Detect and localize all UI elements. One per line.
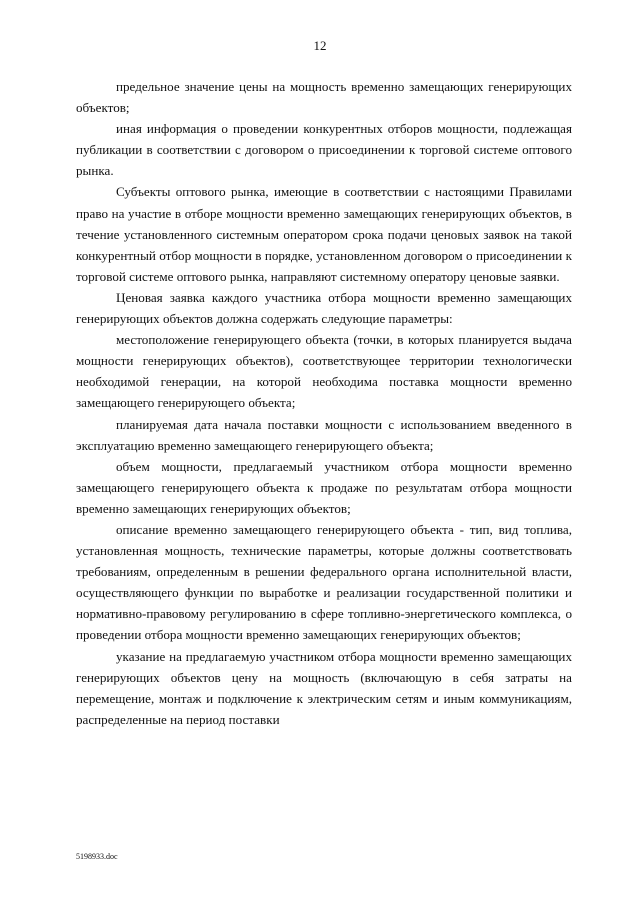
page-number: 12 (313, 38, 327, 53)
paragraph-bid-contents: Ценовая заявка каждого участника отбора мощности временно замещающих генерирующих объектов должна содержать следующие параметры: (76, 289, 572, 327)
document-body (76, 76, 572, 730)
paragraph-price-limit: предельное значение цены на мощность временно замещающих генерирующих объектов; (76, 79, 572, 116)
footer-filename: 5198933.doc (76, 852, 118, 861)
paragraph-subjects: Субъекты оптового рынка, имеющие в соответствии с настоящими Правилами право на участие в отборе мощности временно замещающих генерирующих объектов, в течение установленного системным оператором срока подачи ценовых заявок на такой конкурентный отбор мощности в порядке, установленном договором о присоединении к торговой системе оптового рынка, направляют системному оператору ценовые заявки. (76, 184, 572, 284)
paragraph-other-info: иная информация о проведении конкурентных отборов мощности, подлежащая публикации в соответствии с договором о присоединении к торговой системе оптового рынка. (76, 121, 572, 179)
paragraph-location: местоположение генерирующего объекта (точки, в которых планируется выдача мощности генерирующих объектов), соответствующее территории технологически необходимой генерации, на которой необходима поставка мощности временно замещающего генерирующего объекта; (76, 332, 572, 411)
paragraph-start-date: планируемая дата начала поставки мощности с использованием введенного в эксплуатацию временно замещающего генерирующего объекта; (76, 416, 572, 453)
paragraph-price-indication: указание на предлагаемую участником отбора мощности временно замещающих генерирующих объектов цену на мощность (включающую в себя затраты на перемещение, монтаж и подключение к электрическим сетям и иным коммуникациям, распределенные на период поставки (76, 648, 572, 727)
paragraph-capacity-volume: объем мощности, предлагаемый участником отбора мощности временно замещающего генерирующего объекта к продаже по результатам отбора мощности временно замещающих генерирующих объектов; (76, 458, 572, 516)
paragraph-object-description: описание временно замещающего генерирующего объекта - тип, вид топлива, установленная мощность, технические параметры, которые должны соответствовать требованиям, определенным в решении федерального органа исполнительной власти, осуществляющего функции по выработке и реализации государственной политики и нормативно-правовому регулированию в сфере топливно-энергетического комплекса, о проведении отбора мощности временно замещающих генерирующих объектов; (76, 521, 572, 643)
